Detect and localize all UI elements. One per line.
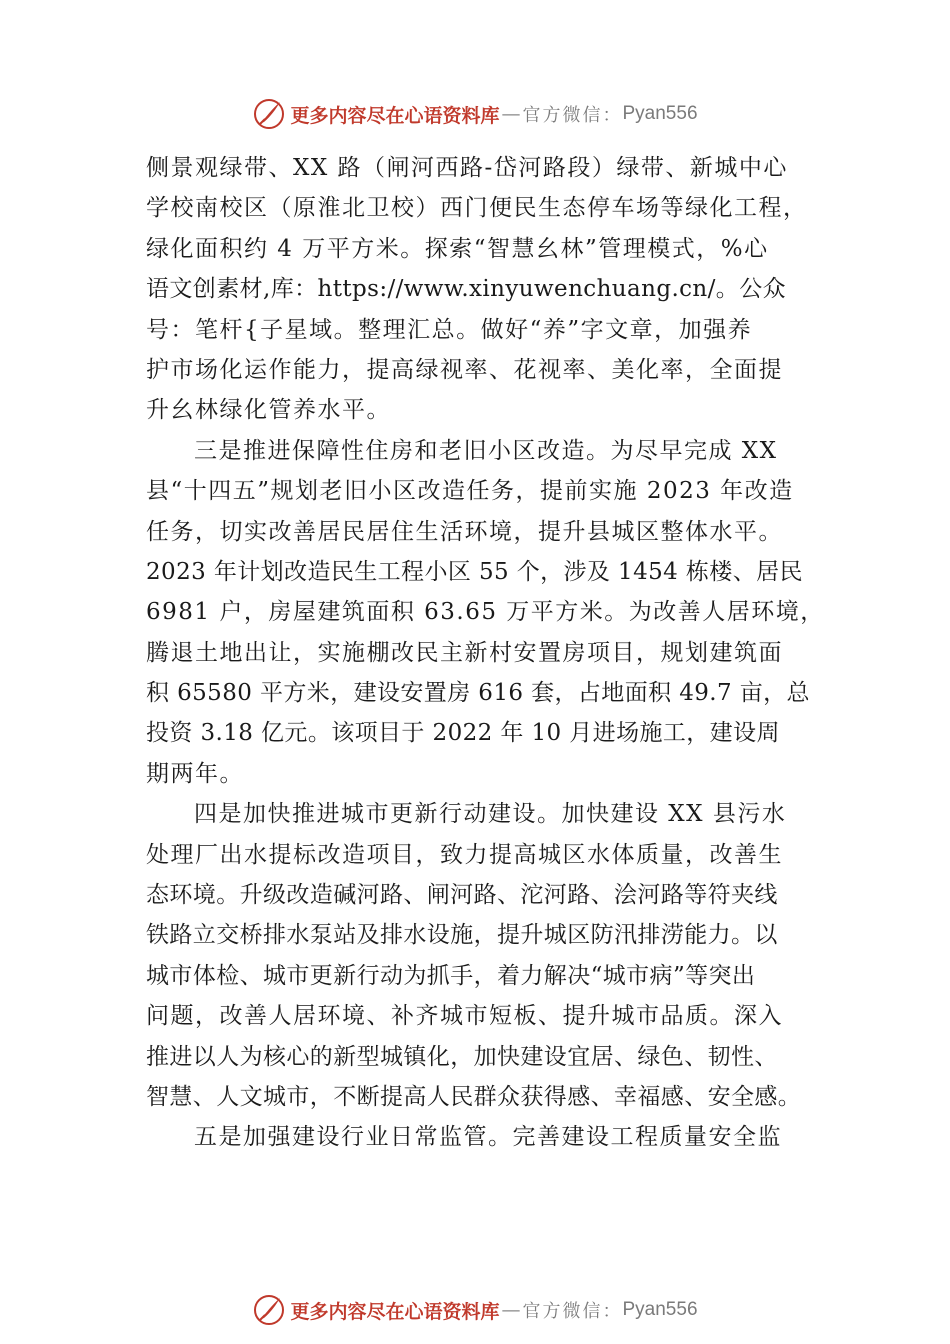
body-line: 腾退土地出让，实施棚改民主新村安置房项目，规划建筑面 [146,639,783,666]
footer-banner [0,1290,950,1330]
body-line: 护市场化运作能力，提高绿视率、花视率、美化率，全面提 [146,356,783,383]
banner-official-label: 官方微信： [522,105,623,126]
banner-dash: — [501,103,521,125]
body-line: 县“十四五”规划老旧小区改造任务，提前实施 2023 年改造 [146,478,794,505]
body-line: 期两年。 [146,760,244,787]
body-line: 智慧、人文城市，不断提高人民群众获得感、幸福感、安全感。 [146,1083,802,1110]
body-line: 态环境。升级改造碱河路、闸河路、沱河路、浍河路等符夹线 [146,882,778,909]
paragraph-start-line: 三是推进保障性住房和老旧小区改造。为尽早完成 XX [194,437,778,464]
document-body [146,148,836,1158]
body-line: 绿化面积约 4 万平方米。探索“智慧⼳林”管理模式，%心 [146,235,769,262]
body-line: 升⼳林绿化管养水平。 [146,397,391,424]
banner-wechat-id: Pyan556 [622,1299,698,1320]
body-line: 侧景观绿带、XX 路（闸河西路-岱河路段）绿带、新城中心 [146,155,788,181]
body-line: 投资 3.18 亿元。该项目于 2022 年 10 月进场施工，建设周 [146,720,780,747]
body-line: 任务，切实改善居民居住生活环境，提升县城区整体水平。 [146,518,783,545]
body-line: 2023 年计划改造民生工程小区 55 个，涉及 1454 栋楼、居民 [146,558,803,585]
paragraph-start-line: 四是加快推进城市更新行动建设。加快建设 XX 县污水 [194,801,787,828]
body-line: 推进以人为核心的新型城镇化，加快建设宜居、绿色、韧性、 [146,1043,778,1070]
banner-wechat-id: Pyan556 [622,103,698,124]
banner-dash: — [501,1299,521,1321]
quill-logo-icon [252,97,286,131]
body-line: 处理厂出水提标改造项目，致力提高城区水体质量，改善生 [146,841,783,868]
banner-official-label: 官方微信： [522,1301,623,1322]
body-line: 6981 户，房屋建筑面积 63.65 万平方米。为改善人居环境， [146,599,825,626]
body-line: 语文创素材,库：https://www.xinyuwenchuang.cn/。公众 [146,276,786,303]
quill-logo-icon [252,1293,286,1327]
paragraph-start-line: 五是加强建设行业日常监管。完善建设工程质量安全监 [194,1124,782,1151]
banner-brand-text: 更多内容尽在心语资料库 [290,1300,500,1323]
body-line: 城市体检、城市更新行动为抓手，着力解决“城市病”等突出 [146,962,756,989]
body-line: 问题，改善人居环境、补齐城市短板、提升城市品质。深入 [146,1003,783,1030]
banner-brand-text: 更多内容尽在心语资料库 [290,104,500,127]
body-line: 号：笔杆{子星域。整理汇总。做好“养”字文章，加强养 [146,316,753,343]
body-line: 铁路立交桥排水泵站及排水设施，提升城区防汛排涝能力。以 [146,922,778,949]
body-line: 积 65580 平方米，建设安置房 616 套，占地面积 49.7 亩，总 [146,680,810,707]
header-banner [0,94,950,134]
body-line: 学校南校区（原淮北卫校）西门便民生态停车场等绿化工程， [146,195,808,222]
